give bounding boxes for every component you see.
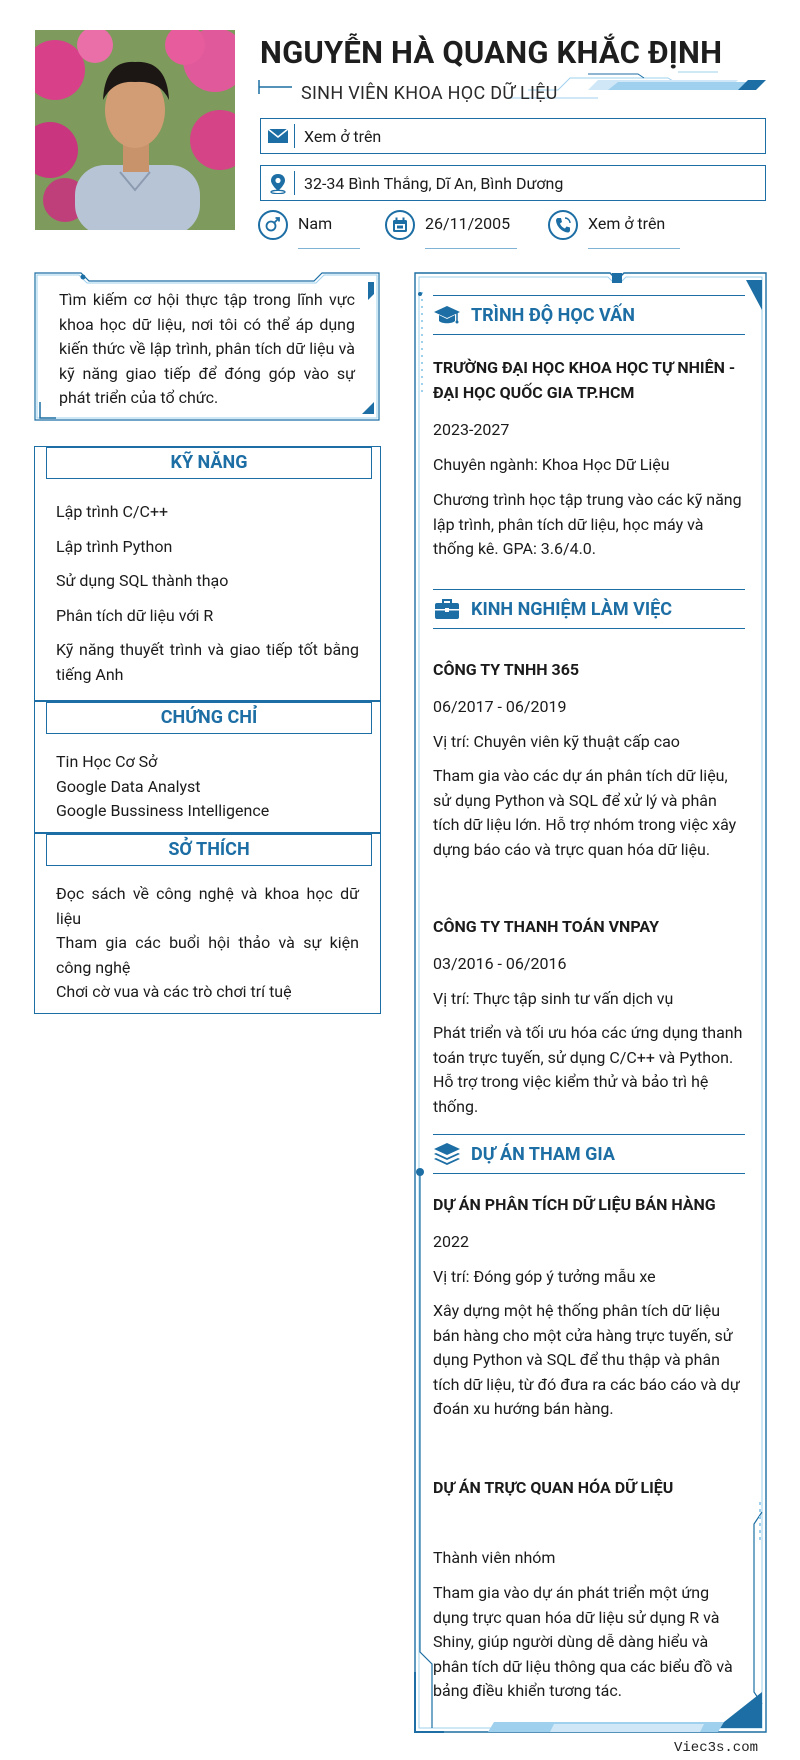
briefcase-icon: [433, 597, 471, 621]
projects-title: DỰ ÁN THAM GIA: [471, 1143, 615, 1165]
skills-title: KỸ NĂNG: [46, 447, 372, 479]
certificates-list: [56, 750, 359, 824]
skill-item: Lập trình C/C++: [56, 502, 169, 521]
project-role: Thành viên nhóm: [433, 1548, 556, 1567]
job-period: 03/2016 - 06/2016: [433, 954, 567, 973]
education-period: 2023-2027: [433, 420, 510, 439]
certificate-item: Google Data Analyst: [56, 776, 201, 796]
phone-value: Xem ở trên: [588, 214, 666, 233]
certificate-item: Tin Học Cơ Sở: [56, 752, 158, 771]
phone-icon: [548, 210, 578, 240]
mail-icon: [261, 119, 294, 153]
job-period: 06/2017 - 06/2019: [433, 697, 567, 716]
project-name: DỰ ÁN TRỰC QUAN HÓA DỮ LIỆU: [433, 1478, 674, 1497]
job-company: CÔNG TY TNHH 365: [433, 660, 580, 679]
calendar-icon: [385, 210, 415, 240]
gender-icon: [258, 210, 288, 240]
hobby-item: Đọc sách về công nghệ và khoa học dữ liệu: [56, 884, 359, 928]
gender-value: Nam: [298, 214, 333, 233]
phone-info: [548, 210, 665, 240]
job-description: Tham gia vào các dự án phân tích dữ liệu, sử dụng Python và SQL để xử lý và phân tích dữ liệu lớn. Hỗ trợ nhóm trong việc xây dựng báo cáo và trực quan hóa dữ liệu.: [433, 766, 737, 859]
certificates-title: CHỨNG CHỈ: [46, 702, 372, 734]
education-major: Chuyên ngành: Khoa Học Dữ Liệu: [433, 455, 670, 474]
experience-title: KINH NGHIỆM LÀM VIỆC: [471, 598, 673, 620]
school-name: TRƯỜNG ĐẠI HỌC KHOA HỌC TỰ NHIÊN - ĐẠI HỌC QUỐC GIA TP.HCM: [433, 358, 736, 402]
project-description: Xây dựng một hệ thống phân tích dữ liệu bán hàng cho một cửa hàng trực tuyến, sử dụng Python và SQL để thu thập và phân tích dữ liệu, từ đó đưa ra các báo cáo và dự đoán xu hướng bán hàng.: [433, 1301, 740, 1418]
address-value: 32-34 Bình Thắng, Dĩ An, Bình Dương: [304, 173, 564, 193]
job-title: SINH VIÊN KHOA HỌC DỮ LIỆU: [301, 83, 558, 104]
address-field: [260, 165, 766, 201]
education-header: [433, 295, 745, 335]
hobbies-title: SỞ THÍCH: [46, 834, 372, 866]
education-description: Chương trình học tập trung vào các kỹ năng lập trình, phân tích dữ liệu, học máy và thống kê. GPA: 3.6/4.0.: [433, 490, 742, 558]
skill-item: Sử dụng SQL thành thạo: [56, 571, 229, 590]
skill-item: Lập trình Python: [56, 536, 173, 556]
job-position: Vị trí: Thực tập sinh tư vấn dịch vụ: [433, 989, 674, 1008]
graduation-cap-icon: [433, 303, 471, 327]
profile-photo: [35, 30, 235, 230]
birthday-info: [385, 210, 510, 240]
email-value: Xem ở trên: [304, 126, 382, 146]
job-description: Phát triển và tối ưu hóa các ứng dụng thanh toán trực tuyến, sử dụng C/C++ và Python. Hỗ trợ trong việc kiểm thử và bảo trì hệ thống.: [433, 1023, 743, 1116]
hobby-item: Chơi cờ vua và các trò chơi trí tuệ: [56, 982, 292, 1001]
projects-header: [433, 1134, 745, 1174]
certificate-item: Google Bussiness Intelligence: [56, 801, 270, 820]
project-period: 2022: [433, 1232, 469, 1251]
experience-header: [433, 589, 745, 629]
project-description: Tham gia vào dự án phát triển một ứng dụng trực quan hóa dữ liệu sử dụng R và Shiny, giúp người dùng dễ dàng hiểu và phân tích dữ liệu thông qua các biểu đồ và bảng điều khiển tương tác.: [433, 1583, 733, 1700]
project-name: DỰ ÁN PHÂN TÍCH DỮ LIỆU BÁN HÀNG: [433, 1195, 716, 1214]
email-field: [260, 118, 766, 154]
gender-info: [258, 210, 332, 240]
skills-list: [56, 500, 359, 687]
job-position: Vị trí: Chuyên viên kỹ thuật cấp cao: [433, 732, 680, 751]
layers-icon: [433, 1141, 471, 1167]
job-company: CÔNG TY THANH TOÁN VNPAY: [433, 917, 659, 936]
education-title: TRÌNH ĐỘ HỌC VẤN: [471, 304, 635, 326]
location-pin-icon: [261, 166, 294, 200]
skill-item: Kỹ năng thuyết trình và giao tiếp tốt bằng tiếng Anh: [56, 640, 359, 684]
hobbies-list: [56, 882, 359, 1005]
candidate-name: NGUYỄN HÀ QUANG KHẮC ĐỊNH: [260, 34, 723, 71]
birthday-value: 26/11/2005: [425, 214, 511, 233]
career-objective: Tìm kiếm cơ hội thực tập trong lĩnh vực khoa học dữ liệu, nơi tôi có thể áp dụng kiến thức về lập trình, phân tích dữ liệu và kỹ năng giao tiếp để đóng góp vào sự phát triển của tổ chức.: [59, 290, 355, 407]
skill-item: Phân tích dữ liệu với R: [56, 605, 214, 625]
hobby-item: Tham gia các buổi hội thảo và sự kiện công nghệ: [56, 933, 359, 977]
footer-watermark: Viec3s.com: [673, 1740, 758, 1756]
project-position: Vị trí: Đóng góp ý tưởng mẫu xe: [433, 1267, 656, 1286]
